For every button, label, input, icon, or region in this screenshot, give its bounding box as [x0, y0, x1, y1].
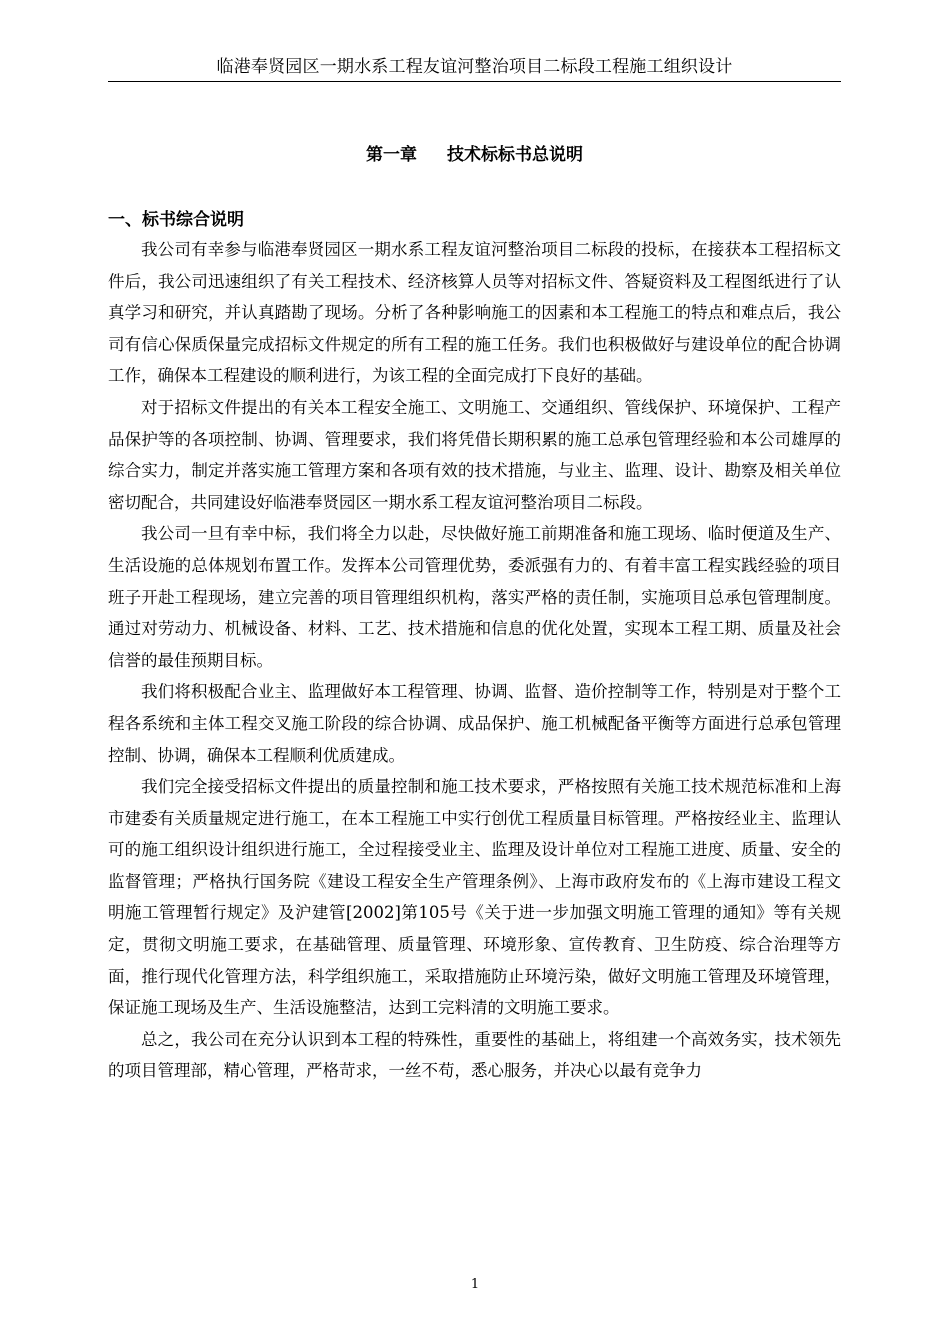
paragraph-2: 对于招标文件提出的有关本工程安全施工、文明施工、交通组织、管线保护、环境保护、工程产品保护等的各项控制、协调、管理要求，我们将凭借长期积累的施工总承包管理经验和本公司雄厚的综合实力，制定并落实施工管理方案和各项有效的技术措施，与业主、监理、设计、勘察及相关单位密切配合，共同建设好临港奉贤园区一期水系工程友谊河整治项目二标段。 — [108, 397, 841, 512]
chapter-title — [108, 141, 841, 169]
chapter-number: 第一章 — [366, 145, 417, 165]
paragraph-6: 总之，我公司在充分认识到本工程的特殊性，重要性的基础上，将组建一个高效务实，技术领先的项目管理部，精心管理，严格苛求，一丝不苟，悉心服务，并决心以最有竞争力 — [108, 1029, 841, 1081]
body-text — [108, 234, 841, 1087]
paragraph-5: 我们完全接受招标文件提出的质量控制和施工技术要求，严格按照有关施工技术规范标准和上海市建委有关质量规定进行施工，在本工程施工中实行创优工程质量目标管理。严格按经业主、监理认可的施工组织设计组织进行施工，全过程接受业主、监理及设计单位对工程施工进度、质量、安全的监督管理；严格执行国务院《建设工程安全生产管理条例》、上海市政府发布的《上海市建设工程文明施工管理暂行规定》及沪建管[2002]第105号《关于进一步加强文明施工管理的通知》等有关规定，贯彻文明施工要求，在基础管理、质量管理、环境形象、宣传教育、卫生防疫、综合治理等方面，推行现代化管理方法，科学组织施工，采取措施防止环境污染，做好文明施工管理及环境管理，保证施工现场及生产、生活设施整洁，达到工完料清的文明施工要求。 — [108, 777, 841, 1018]
chapter-name: 技术标标书总说明 — [447, 145, 583, 165]
paragraph-1: 我公司有幸参与临港奉贤园区一期水系工程友谊河整治项目二标段的投标，在接获本工程招标文件后，我公司迅速组织了有关工程技术、经济核算人员等对招标文件、答疑资料及工程图纸进行了认真学习和研究，并认真踏勘了现场。分析了各种影响施工的因素和本工程施工的特点和难点后，我公司有信心保质保量完成招标文件规定的所有工程的施工任务。我们也积极做好与建设单位的配合协调工作，确保本工程建设的顺利进行，为该工程的全面完成打下良好的基础。 — [108, 240, 841, 386]
header-divider — [108, 81, 841, 82]
page-number: 1 — [470, 1277, 480, 1292]
paragraph-3: 我公司一旦有幸中标，我们将全力以赴，尽快做好施工前期准备和施工现场、临时便道及生产、生活设施的总体规划布置工作。发挥本公司管理优势，委派强有力的、有着丰富工程实践经验的项目班子开赴工程现场，建立完善的项目管理组织机构，落实严格的责任制，实施项目总承包管理制度。通过对劳动力、机械设备、材料、工艺、技术措施和信息的优化处置，实现本工程工期、质量及社会信誉的最佳预期目标。 — [108, 524, 841, 670]
section-heading: 一、标书综合说明 — [108, 210, 244, 230]
paragraph-4: 我们将积极配合业主、监理做好本工程管理、协调、监督、造价控制等工作，特别是对于整个工程各系统和主体工程交叉施工阶段的综合协调、成品保护、施工机械配备平衡等方面进行总承包管理控制、协调，确保本工程顺利优质建成。 — [108, 682, 841, 765]
page-header-title: 临港奉贤园区一期水系工程友谊河整治项目二标段工程施工组织设计 — [216, 57, 733, 77]
